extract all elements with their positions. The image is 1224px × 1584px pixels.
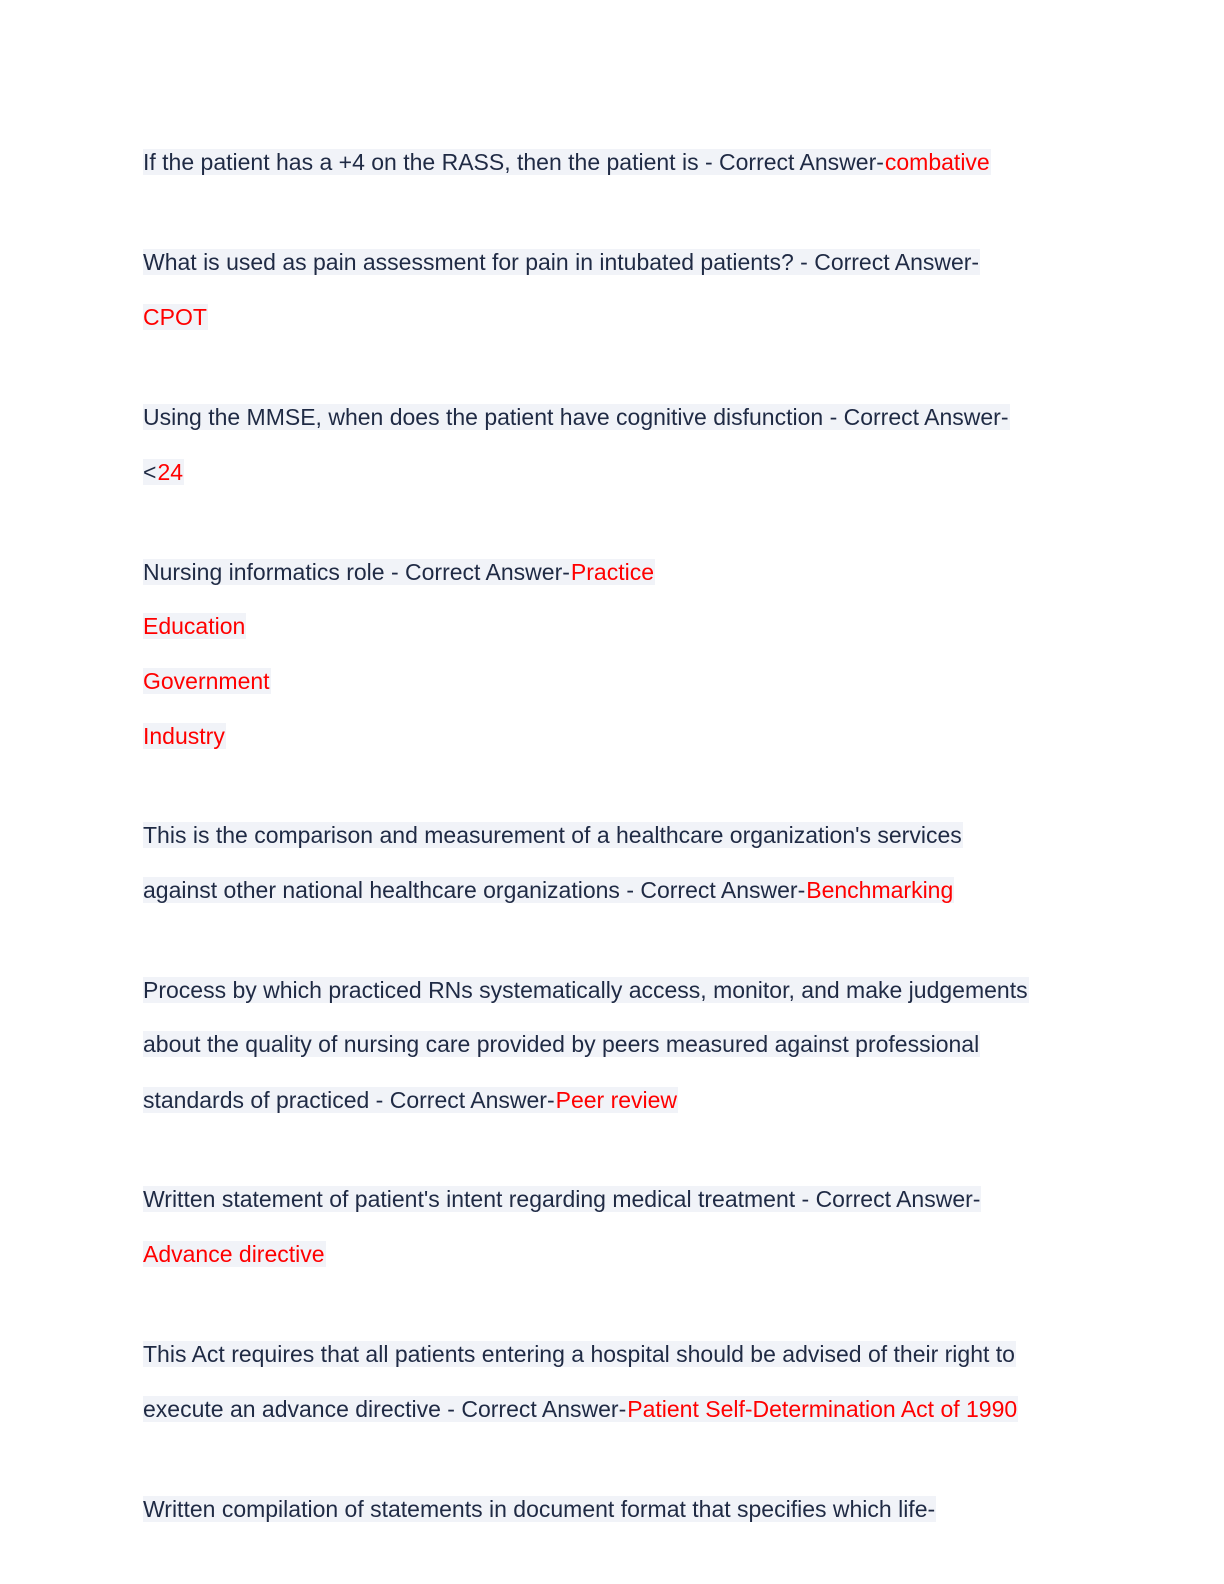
qa-question-line	[143, 1494, 936, 1524]
answer-prefix: <	[143, 459, 157, 485]
answer-text: Industry	[143, 723, 225, 749]
question-text: Nursing informatics role - Correct Answer-	[143, 559, 570, 585]
answer-text: Benchmarking	[806, 877, 954, 903]
answer-text: combative	[884, 149, 990, 175]
qa-question-line	[143, 975, 1029, 1005]
question-text: Process by which practiced RNs systematically access, monitor, and make judgements	[143, 977, 1028, 1003]
answer-text: Advance directive	[143, 1241, 325, 1267]
answer-text: Education	[143, 613, 246, 639]
question-text: standards of practiced - Correct Answer-	[143, 1087, 555, 1113]
qa-answer-line	[143, 1239, 326, 1269]
question-text: about the quality of nursing care provided by peers measured against professional	[143, 1031, 980, 1057]
question-text: This Act requires that all patients entering a hospital should be advised of their right to	[143, 1341, 1015, 1367]
answer-text: Peer review	[555, 1087, 678, 1113]
question-text: Written statement of patient's intent regarding medical treatment - Correct Answer-	[143, 1186, 981, 1212]
qa-question-line	[143, 820, 963, 850]
qa-question-line	[143, 557, 655, 587]
question-text: This is the comparison and measurement of a healthcare organization's services	[143, 822, 962, 848]
answer-text: Government	[143, 668, 270, 694]
question-text: Written compilation of statements in document format that specifies which life-	[143, 1496, 936, 1522]
qa-question-line	[143, 1085, 678, 1115]
qa-question-line	[143, 875, 954, 905]
answer-text: 24	[157, 459, 184, 485]
qa-answer-line	[143, 721, 226, 751]
qa-question-line	[143, 1184, 981, 1214]
question-text: against other national healthcare organizations - Correct Answer-	[143, 877, 806, 903]
qa-question-line	[143, 247, 980, 277]
answer-text: CPOT	[143, 304, 207, 330]
qa-question-line	[143, 1339, 1016, 1369]
qa-question-line	[143, 147, 991, 177]
question-text: What is used as pain assessment for pain in intubated patients? - Correct Answer-	[143, 249, 980, 275]
question-text: execute an advance directive - Correct Answer-	[143, 1396, 627, 1422]
qa-answer-line	[143, 457, 184, 487]
answer-text: Practice	[570, 559, 654, 585]
question-text: If the patient has a +4 on the RASS, then the patient is - Correct Answer-	[143, 149, 884, 175]
answer-text: Patient Self-Determination Act of 1990	[627, 1396, 1018, 1422]
qa-question-line	[143, 1029, 980, 1059]
question-text: Using the MMSE, when does the patient have cognitive disfunction - Correct Answer-	[143, 404, 1009, 430]
qa-answer-line	[143, 666, 271, 696]
qa-answer-line	[143, 302, 208, 332]
qa-answer-line	[143, 611, 246, 641]
qa-question-line	[143, 1394, 1018, 1424]
qa-question-line	[143, 402, 1010, 432]
